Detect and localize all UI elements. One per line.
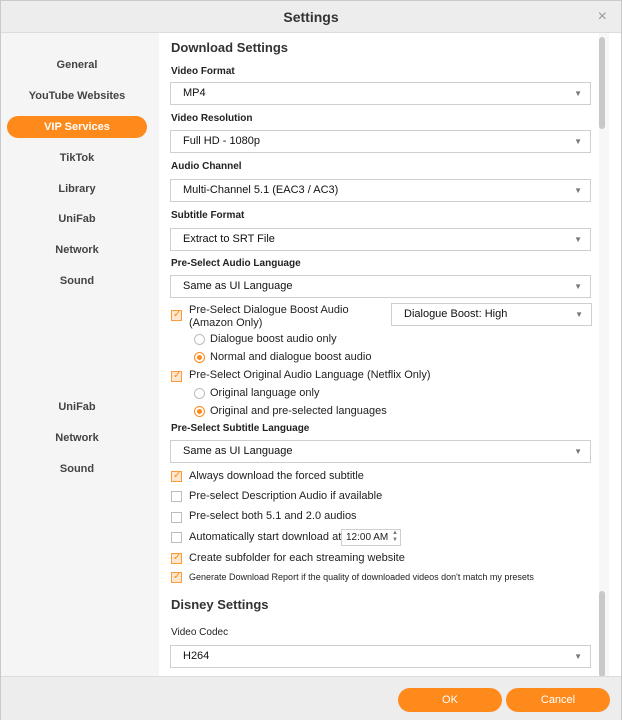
forced-subtitle-checkbox[interactable]: [171, 471, 182, 482]
chevron-down-icon: ▼: [574, 186, 582, 195]
sidebar-item-sound-2[interactable]: Sound: [59, 463, 95, 475]
video-codec-value: H264: [183, 650, 210, 662]
forced-subtitle-label: Always download the forced subtitle: [189, 470, 364, 482]
sidebar-item-unifab-2[interactable]: UniFab: [58, 401, 96, 413]
radio-original-and-preselected[interactable]: [194, 406, 205, 417]
footer: [1, 676, 621, 720]
settings-content: [159, 33, 599, 676]
radio-original-only[interactable]: [194, 388, 205, 399]
subtitle-language-label: Pre-Select Subtitle Language: [171, 423, 310, 434]
audio-channel-label: Audio Channel: [171, 161, 242, 172]
radio-original-and-preselected-label: Original and pre-selected languages: [210, 405, 387, 417]
audio-channel-value: Multi-Channel 5.1 (EAC3 / AC3): [183, 184, 339, 196]
download-report-label: Generate Download Report if the quality of downloaded videos don't match my presets: [189, 572, 534, 582]
video-resolution-select[interactable]: [170, 130, 591, 153]
radio-normal-and-dialogue[interactable]: [194, 352, 205, 363]
video-codec-label: Video Codec: [171, 627, 229, 638]
dialogue-boost-select[interactable]: [391, 303, 592, 326]
radio-dialogue-only[interactable]: [194, 334, 205, 345]
subtitle-format-label: Subtitle Format: [171, 210, 245, 221]
sidebar-item-network[interactable]: Network: [55, 244, 99, 256]
subfolder-checkbox[interactable]: [171, 553, 182, 564]
window-title: Settings: [283, 9, 339, 25]
sidebar-item-library[interactable]: Library: [58, 183, 96, 195]
description-audio-checkbox[interactable]: [171, 491, 182, 502]
sidebar-item-vip-services[interactable]: VIP Services: [7, 116, 147, 138]
video-format-value: MP4: [183, 87, 206, 99]
download-report-checkbox[interactable]: [171, 572, 182, 583]
radio-normal-and-dialogue-label: Normal and dialogue boost audio: [210, 351, 372, 363]
chevron-down-icon: ▼: [574, 652, 582, 661]
audio-language-value: Same as UI Language: [183, 280, 293, 292]
both-audios-label: Pre-select both 5.1 and 2.0 audios: [189, 510, 357, 522]
video-format-select[interactable]: [170, 82, 591, 105]
sidebar-item-network-2[interactable]: Network: [55, 432, 99, 444]
sidebar-item-tiktok[interactable]: TikTok: [59, 152, 95, 164]
auto-start-label: Automatically start download at: [189, 531, 342, 543]
dialogue-boost-checkbox[interactable]: [171, 310, 182, 321]
sidebar-item-unifab[interactable]: UniFab: [58, 213, 96, 225]
audio-language-select[interactable]: [170, 275, 591, 298]
title-bar: [1, 1, 621, 33]
radio-original-only-label: Original language only: [210, 387, 320, 399]
sidebar-item-youtube-websites[interactable]: YouTube Websites: [28, 90, 126, 102]
subtitle-language-value: Same as UI Language: [183, 445, 293, 457]
close-icon[interactable]: ×: [597, 8, 607, 25]
description-audio-label: Pre-select Description Audio if available: [189, 490, 383, 502]
video-format-label: Video Format: [171, 66, 235, 77]
both-audios-checkbox[interactable]: [171, 512, 182, 523]
chevron-down-icon: ▼: [575, 310, 583, 319]
chevron-down-icon: ▼: [574, 137, 582, 146]
cancel-button[interactable]: Cancel: [506, 688, 610, 712]
sidebar-item-general[interactable]: General: [56, 59, 98, 71]
stepper-icon[interactable]: ▲ ▼: [392, 530, 398, 543]
start-time-value: 12:00 AM: [346, 532, 389, 543]
disney-settings-heading: Disney Settings: [171, 597, 269, 612]
download-settings-heading: Download Settings: [171, 40, 288, 55]
chevron-down-icon: ▼: [574, 89, 582, 98]
audio-channel-select[interactable]: [170, 179, 591, 202]
original-audio-checkbox[interactable]: [171, 371, 182, 382]
video-resolution-label: Video Resolution: [171, 113, 253, 124]
subtitle-format-select[interactable]: [170, 228, 591, 251]
audio-language-label: Pre-Select Audio Language: [171, 258, 301, 269]
scrollbar-thumb[interactable]: [599, 37, 605, 129]
auto-start-checkbox[interactable]: [171, 532, 182, 543]
subfolder-label: Create subfolder for each streaming website: [189, 552, 405, 564]
radio-dialogue-only-label: Dialogue boost audio only: [210, 333, 337, 345]
scrollbar-track[interactable]: [599, 33, 609, 676]
sidebar: [1, 33, 159, 676]
chevron-down-icon: ▼: [574, 447, 582, 456]
chevron-down-icon: ▼: [574, 235, 582, 244]
sidebar-item-sound[interactable]: Sound: [59, 275, 95, 287]
subtitle-language-select[interactable]: [170, 440, 591, 463]
scrollbar-thumb-lower[interactable]: [599, 591, 605, 677]
subtitle-format-value: Extract to SRT File: [183, 233, 275, 245]
dialogue-boost-value: Dialogue Boost: High: [404, 308, 508, 320]
video-codec-select[interactable]: [170, 645, 591, 668]
dialogue-boost-label: Pre-Select Dialogue Boost Audio (Amazon Only): [189, 304, 349, 329]
chevron-down-icon: ▼: [574, 282, 582, 291]
original-audio-label: Pre-Select Original Audio Language (Netflix Only): [189, 369, 431, 381]
video-resolution-value: Full HD - 1080p: [183, 135, 261, 147]
start-time-input[interactable]: [341, 529, 401, 546]
ok-button[interactable]: OK: [398, 688, 502, 712]
